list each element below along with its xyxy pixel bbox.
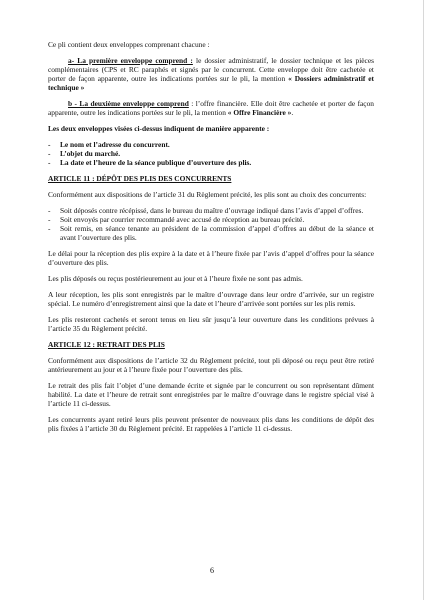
article-11-paragraph-5: Les plis resteront cachetés et seront tenus en lieu sûr jusqu’à leur ouverture dans les conditions prévues à l’article 35 du Règlement précité. xyxy=(48,315,374,333)
article-12-paragraph-3: Les concurrents ayant retiré leurs plis peuvent présenter de nouveaux plis dans les conditions de dépôt des plis fixées à l’article 30 du Règlement précité. Et rappelées à l’article 11 ci-dessus. xyxy=(48,415,374,433)
second-envelope-paragraph xyxy=(48,99,374,117)
first-envelope-paragraph xyxy=(48,56,374,92)
article-11-title: ARTICLE 11 : DÉPÔT DES PLIS DES CONCURRENTS xyxy=(48,174,232,183)
second-envelope-mention: « Offre Financière » xyxy=(227,108,292,117)
list-item: - Le nom et l’adresse du concurrent. xyxy=(48,140,374,149)
list-item: - La date et l’heure de la séance publique d’ouverture des plis. xyxy=(48,158,374,167)
page-number: 6 xyxy=(210,566,214,575)
article-11-paragraph-2: Le délai pour la réception des plis expire à la date et à l’heure fixée par l’avis d’appel d’offres pour la séance d’ouverture des plis. xyxy=(48,249,374,267)
article-11-paragraph-1: Conformément aux dispositions de l’article 31 du Règlement précité, les plis sont au choix des concurrents: xyxy=(48,190,367,199)
list-item: - Soit déposés contre récépissé, dans le bureau du maître d’ouvrage indiqué dans l’avis d’appel d’offres. xyxy=(48,206,374,215)
list-item: - Soit remis, en séance tenante au président de la commission d’appel d’offres au début de la séance et avant l’ouverture des plis. xyxy=(48,224,374,242)
list-item: - L’objet du marché. xyxy=(48,149,374,158)
article-11-list xyxy=(48,206,374,242)
second-envelope-end: . xyxy=(291,108,294,117)
first-envelope-label: a- La première enveloppe comprend : xyxy=(68,56,193,65)
second-envelope-label: b - La deuxième enveloppe comprend xyxy=(68,99,189,108)
article-11-paragraph-4: A leur réception, les plis sont enregistrés par le maître d’ouvrage dans leur ordre d’arrivée, sur un registre spécial. Le numéro d’enregistrement ainsi que la date et l’heure d’arrivée sont portées sur les plis remis. xyxy=(48,290,374,308)
intro-paragraph: Ce pli contient deux enveloppes comprenant chacune : xyxy=(48,40,210,49)
first-envelope-text: le dossier administratif, le dossier technique et les pièces complémentaires (CPS et RC paraphés et signés par le concurrent. Cette enveloppe doit être cachetée et porter de façon apparente, outre les indications portées sur le pli, la mention xyxy=(48,56,374,83)
first-envelope-mention: « Dossiers administratif et technique » xyxy=(48,74,374,92)
article-12-paragraph-1: Conformément aux dispositions de l’article 32 du Règlement précité, tout pli déposé ou reçu peut être retiré antérieurement au jour et à l’heure fixée pour l’ouverture des plis. xyxy=(48,356,374,374)
indicated-list xyxy=(48,140,374,167)
article-12-title: ARTICLE 12 : RETRAIT DES PLIS xyxy=(48,340,165,349)
article-12-paragraph-2: Le retrait des plis fait l’objet d’une demande écrite et signée par le concurrent ou son représentant dûment habilité. La date et l’heure de retrait sont enregistrées par le maître d’ouvrage dans le registre spécial visé à l’article 11 ci-dessus. xyxy=(48,381,374,408)
page-content xyxy=(48,40,374,440)
article-11-paragraph-3: Les plis déposés ou reçus postérieurement au jour et à l’heure fixée ne sont pas admis. xyxy=(48,274,303,283)
indicated-heading: Les deux enveloppes visées ci-dessus indiquent de manière apparente : xyxy=(48,124,270,133)
list-item: - Soit envoyés par courrier recommandé avec accusé de réception au bureau précité. xyxy=(48,215,374,224)
second-envelope-text: : l’offre financière. Elle doit être cachetée et porter de façon apparente, outre les indications portées sur le pli, la mention xyxy=(48,99,374,117)
